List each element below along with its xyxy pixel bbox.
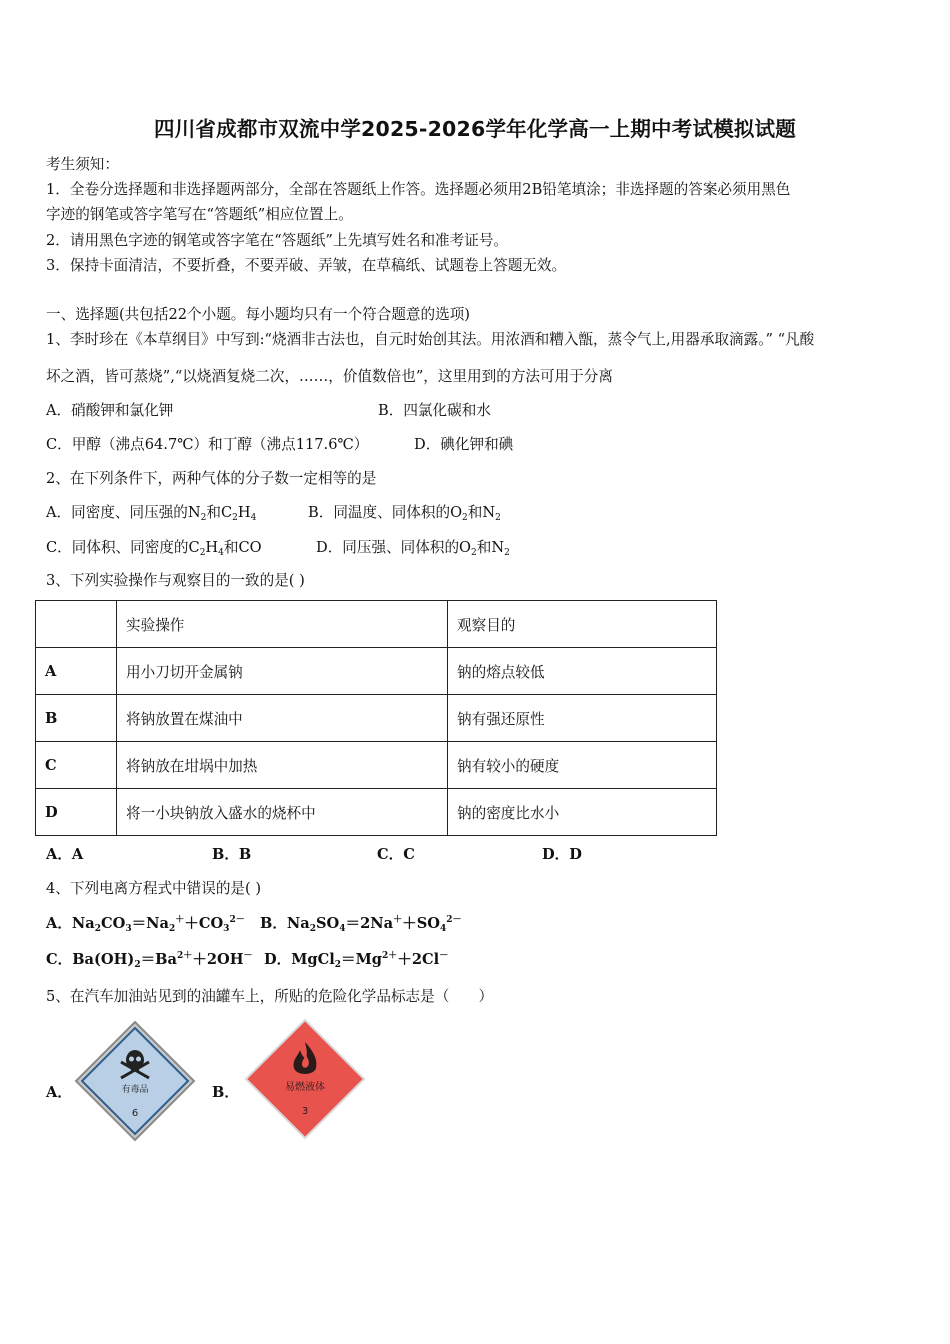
table-cell: B (36, 695, 117, 742)
experiment-table (35, 600, 717, 836)
table-row (36, 648, 717, 695)
table-cell: 用小刀切开金属钠 (117, 648, 448, 695)
q1-option-b: B．四氯化碳和水 (378, 402, 491, 419)
q1-option-a: A．硝酸钾和氯化钾 (46, 402, 174, 419)
q5-option-a-label: A． (46, 1084, 72, 1101)
q2-stem: 2、在下列条件下，两种气体的分子数一定相等的是 (46, 470, 377, 487)
q5-option-b-label: B． (212, 1084, 239, 1101)
q3-option-c: C．C (377, 846, 415, 863)
q5-stem: 5、在汽车加油站见到的油罐车上，所贴的危险化学品标志是（ ） (46, 988, 494, 1005)
notice-heading: 考生须知： (46, 156, 119, 173)
section-heading: 一、选择题(共包括22个小题。每小题均只有一个符合题意的选项) (46, 306, 470, 323)
q4-option-c: C．$Ba(OH)_2=Ba^{2+}+2OH^-$ (46, 951, 253, 970)
notice-line-3: 3．保持卡面清洁，不要折叠，不要弄破、弄皱，在草稿纸、试题卷上答题无效。 (46, 257, 567, 274)
q3-option-b: B．B (212, 846, 252, 863)
flammable-sign-number: 3 (301, 1106, 309, 1117)
notice-line-2: 2．请用黑色字迹的钢笔或答字笔在“答题纸”上先填写姓名和准考证号。 (46, 232, 509, 249)
q2-option-d: D．同压强、同体积的$O_2$和$N_2$ (316, 539, 510, 558)
q2-option-a: A．同密度、同压强的$N_2$和$C_2H_4$ (46, 504, 257, 523)
toxic-hazard-sign (74, 1020, 196, 1142)
table-header-row (36, 601, 717, 648)
table-cell: 钠的熔点较低 (448, 648, 717, 695)
notice-line-1b: 字迹的钢笔或答字笔写在“答题纸”相应位置上。 (46, 206, 353, 223)
q1-stem-line1: 1、李时珍在《本草纲目》中写到:“烧酒非古法也，自元时始创其法。用浓酒和糟入甑，蒸令气上,用器承取滴露。” “凡酸 (46, 331, 815, 348)
table-row (36, 789, 717, 836)
table-cell: 钠有强还原性 (448, 695, 717, 742)
flammable-sign-diamond (246, 1020, 364, 1138)
table-cell: 观察目的 (448, 601, 717, 648)
table-cell: C (36, 742, 117, 789)
table-cell: 将钠放在坩埚中加热 (117, 742, 448, 789)
table-row (36, 742, 717, 789)
toxic-sign-text: 有毒品 (121, 1085, 149, 1095)
flammable-liquid-sign (244, 1018, 366, 1140)
notice-line-1: 1．全卷分选择题和非选择题两部分，全部在答题纸上作答。选择题必须用2B铅笔填涂；非选择题的答案必须用黑色 (46, 181, 791, 198)
q4-option-d: D．$MgCl_2=Mg^{2+}+2Cl^-$ (264, 951, 449, 970)
table-cell: 实验操作 (117, 601, 448, 648)
q1-stem-line2: 坏之酒，皆可蒸烧”,“以烧酒复烧二次，……，价值数倍也”，这里用到的方法可用于分离 (46, 368, 613, 385)
table-cell: 将一小块钠放入盛水的烧杯中 (117, 789, 448, 836)
q3-option-a: A．A (46, 846, 84, 863)
table-cell: 钠的密度比水小 (448, 789, 717, 836)
q2-option-c: C．同体积、同密度的$C_2H_4$和CO (46, 539, 262, 558)
table-row (36, 695, 717, 742)
q1-option-c: C．甲醇（沸点64.7℃）和丁醇（沸点117.6℃） (46, 436, 369, 453)
q1-option-d: D．碘化钾和碘 (414, 436, 514, 453)
table-cell: 钠有较小的硬度 (448, 742, 717, 789)
table-cell: A (36, 648, 117, 695)
q4-option-a: A．$Na_2CO_3=Na_2^++CO_3^{2-}$ (46, 915, 245, 934)
toxic-sign-number: 6 (131, 1108, 139, 1119)
flammable-sign-text: 易燃液体 (285, 1082, 325, 1093)
table-cell: 将钠放置在煤油中 (117, 695, 448, 742)
q2-option-b: B．同温度、同体积的$O_2$和$N_2$ (308, 504, 501, 523)
q4-option-b: B．$Na_2SO_4=2Na^++SO_4^{2-}$ (260, 915, 462, 934)
page-title: 四川省成都市双流中学2025-2026学年化学高一上期中考试模拟试题 (154, 117, 796, 141)
table-cell: D (36, 789, 117, 836)
q3-stem: 3、下列实验操作与观察目的一致的是( ) (46, 572, 305, 589)
table-cell (36, 601, 117, 648)
q3-option-d: D．D (542, 846, 582, 863)
q4-stem: 4、下列电离方程式中错误的是( ) (46, 880, 262, 897)
